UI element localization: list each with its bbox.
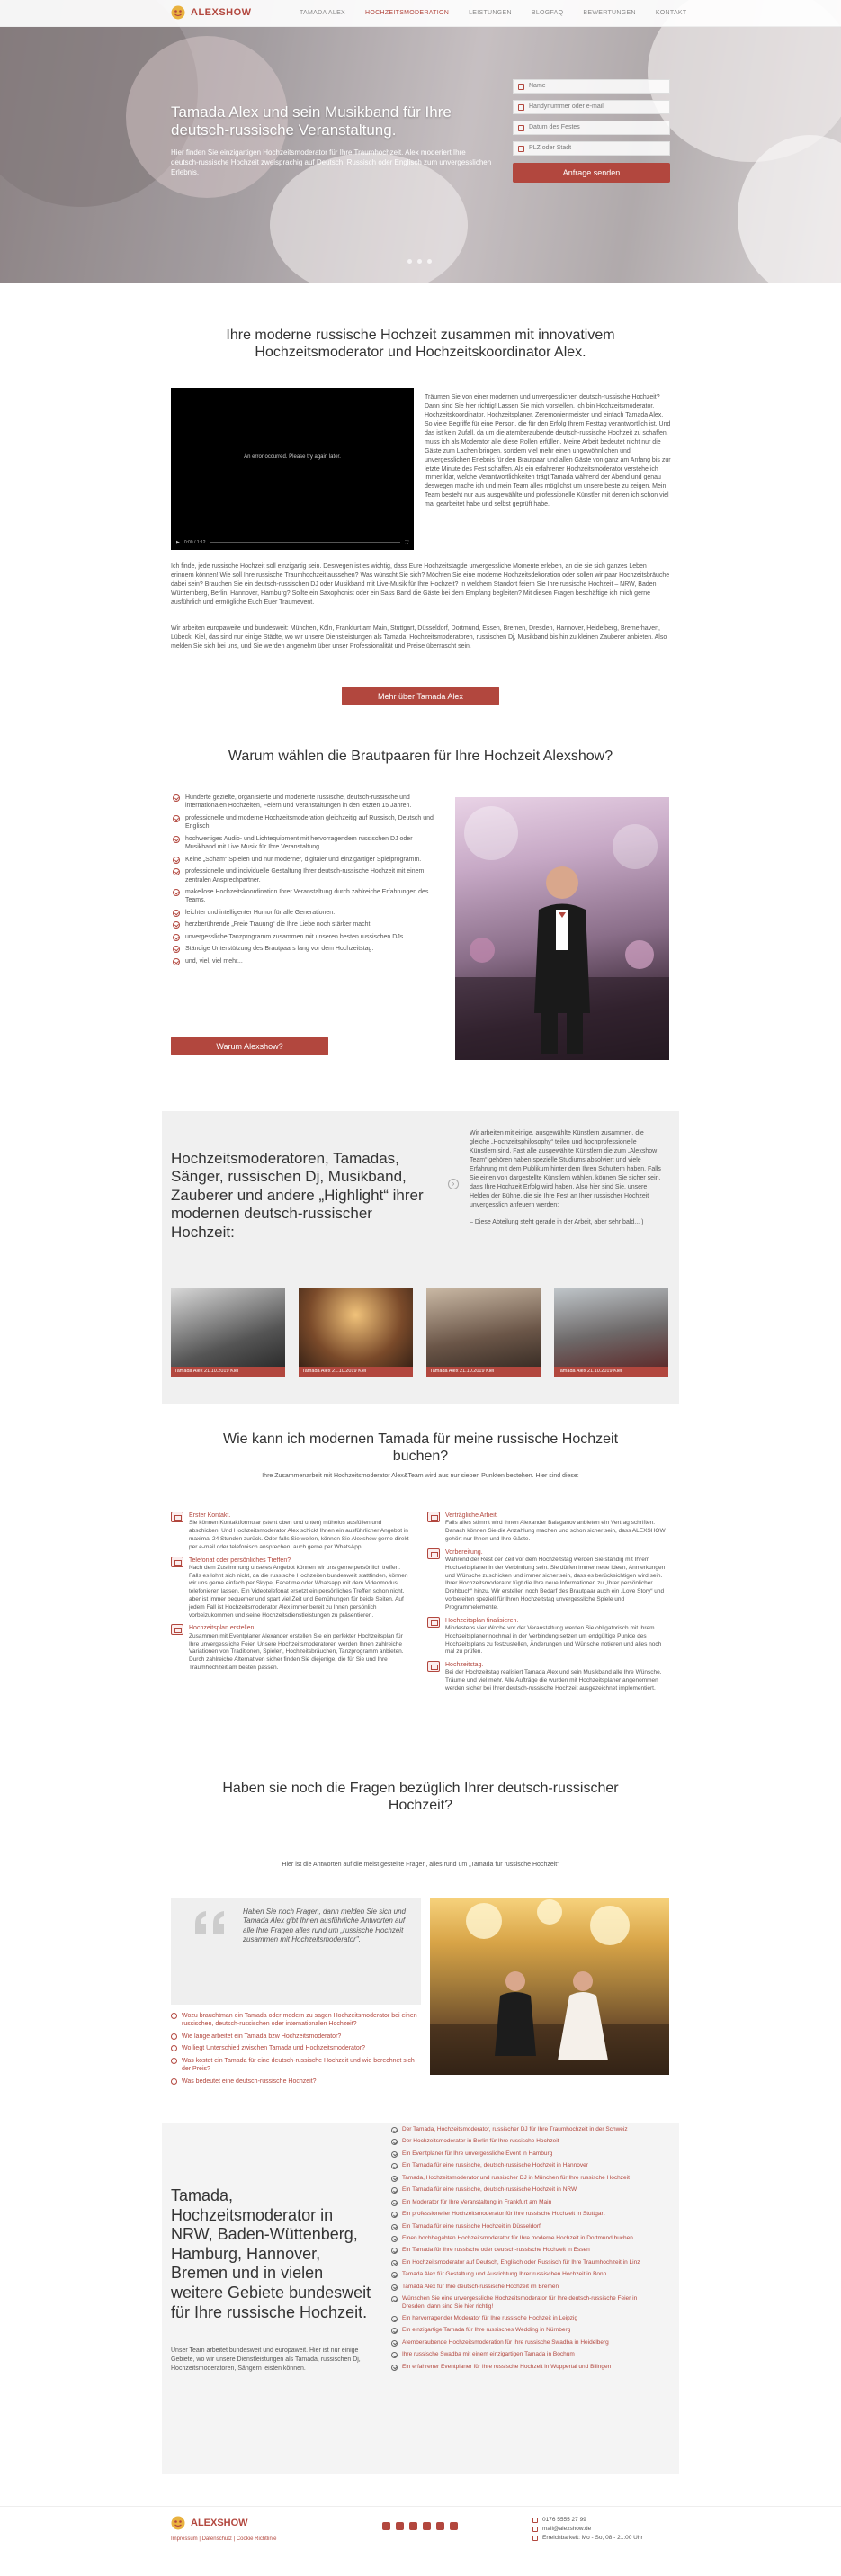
booking-steps: [171, 1512, 670, 1698]
footer-contact: [532, 2516, 643, 2543]
nav-item-bewertungen[interactable]: BEWERTUNGEN: [583, 10, 636, 16]
footer-logo[interactable]: [171, 2516, 248, 2530]
step-text: Nach dem Zustimmung unseres Angebot können wir uns gerne persönlich treffen. Falls es lohnt sich nicht, da die russische Hochzeiten bundesweit stattfinden, können wir uns gerne einfach per Skype, Facetime oder Whatsapp mit dem Videomodus telefonieren lassen. Ein Videotelefonat ersetzt ein persönliches Treffen schon nicht, aber ist immer bequemer und spart viel Zeit und Bemühungen für beide Seiten. Auf jedem Fall ist Hochzeitsmoderator Alex immer bereit zu Ihnen persönlich vorbeizukommen und seine Hochzeitsdienstleistungen zu präsentieren.: [189, 1564, 408, 1619]
city-list: [391, 2126, 661, 2375]
video-controls: [176, 539, 408, 546]
circle-icon: [171, 2078, 177, 2085]
step-title: Hochzeitstag.: [445, 1662, 484, 1669]
check-circle-icon: [391, 2260, 398, 2266]
google-plus-icon[interactable]: [450, 2522, 458, 2530]
why-title: Warum wählen die Brautpaaren für Ihre Hochzeit Alexshow?: [228, 749, 613, 764]
why-item: Ständige Unterstützung des Brautpaars lang vor dem Hochzeitstag.: [173, 945, 443, 953]
check-circle-icon: [391, 2212, 398, 2218]
check-circle-icon: [173, 794, 180, 802]
logo-text: ALEXSHOW: [191, 2517, 248, 2528]
check-circle-icon: [173, 910, 180, 917]
why-item: professionelle und individuelle Gestaltung Ihrer deutsch-russische Hochzeit mit einem zentralen Ansprechpartner.: [173, 867, 443, 884]
step-body: [445, 1661, 670, 1693]
circle-icon: [171, 2058, 177, 2064]
check-circle-icon: [173, 958, 180, 965]
video-progress[interactable]: [210, 542, 401, 543]
city-link[interactable]: Ein Tamada für eine russische, deutsch-russische Hochzeit in NRW: [391, 2186, 661, 2194]
footer: [0, 2506, 841, 2576]
carousel-dot[interactable]: [417, 259, 422, 264]
city-link[interactable]: Ein Tamada für Ihre russische oder deutsch-russische Hochzeit in Essen: [391, 2247, 661, 2254]
check-circle-icon: [391, 2163, 398, 2169]
booking-step: [171, 1557, 414, 1620]
phone-icon: [518, 104, 524, 111]
why-item: professionelle und moderne Hochzeitsmoderation gleichzeitig auf Russisch, Deutsch und Englisch.: [173, 814, 443, 831]
check-circle-icon: [391, 2328, 398, 2334]
faq-link[interactable]: Wo liegt Unterschied zwischen Tamada und Hochzeitsmoderator?: [171, 2044, 421, 2052]
city-link[interactable]: Ein professioneller Hochzeitsmoderator für Ihre russische Hochzeit in Stuttgart: [391, 2211, 661, 2218]
step-title: Erster Kontakt.: [189, 1512, 231, 1519]
check-circle-icon: [391, 2284, 398, 2291]
booking-step: [427, 1661, 670, 1693]
calendar-icon: [518, 125, 524, 131]
regions-section: [162, 2123, 679, 2474]
carousel-dot[interactable]: [407, 259, 412, 264]
logo[interactable]: [171, 5, 252, 20]
wedding-illustration: [430, 1898, 669, 2075]
step-text: Bei der Hochzeitstag realisiert Tamada Alex und sein Musikband alle Ihre Wünsche, Träume und viel mehr. Alle Aufträge die wurden mit Hochzeitsplaner angenommen werden sicher bei Ihrer deutsch-russische Hochzeit ausgezeichnet implementiert.: [445, 1669, 662, 1692]
step-title: Telefonat oder persönliches Treffen?: [189, 1557, 291, 1564]
check-circle-icon: [173, 946, 180, 953]
city-link[interactable]: Tamada, Hochzeitsmoderator und russischer DJ in München für Ihre russische Hochzeit: [391, 2175, 661, 2182]
intro-paragraph: Ich finde, jede russische Hochzeit soll einzigartig sein. Deswegen ist es wichtig, dass Eure Hochzeitstagde unvergessliche Momente erleben, an die sie sich ganzes Leben erinnern können! Wie soll Ihre russische Traumhochzeit aussehen? Was wünscht Sie sich? Möchten Sie eine moderne Hochzeitsdekoration oder sollen wir paar Hochzeitsbräuche dabei sein? Brauchen Sie ein deutsch-russischen DJ oder Musikband mit Live-Musik für Ihre Hochzeit? In welchem Standort feiern Sie Ihre russische Hochzeit – NRW, Baden Württemberg, Berlin, Hannover, Hamburg? Sollte ein Saxophonist oder ein Sass Band die Gäste bei dem Empfang begleiten? Mit diesen Fragen beschäftige ich mich gerne ausführlich und ermögliche Euch Euer Traumevent.: [171, 563, 670, 606]
howto-subtitle: Ihre Zusammenarbeit mit Hochzeitsmoderator Alex&Team wird aus nur sieben Punkten bestehen. Hier sind diese:: [262, 1473, 579, 1479]
step-icon: [171, 1624, 183, 1635]
carousel-dot[interactable]: [427, 259, 432, 264]
logo-icon: [171, 2516, 185, 2530]
wedding-photo: [430, 1898, 669, 2075]
team-title: Hochzeitsmoderatoren, Tamadas, Sänger, russischen Dj, Musikband, Zauberer und andere „Highlight“ ihrer modernen deutsch-russischer Hochzeit:: [171, 1150, 424, 1241]
step-title: Vorbereitung.: [445, 1548, 483, 1556]
booking-step: [427, 1512, 670, 1544]
user-icon: [518, 84, 524, 90]
logo-text: ALEXSHOW: [191, 6, 252, 18]
check-circle-icon: [391, 2151, 398, 2158]
city-link[interactable]: Atemberaubende Hochzeitsmoderation für Ihre russische Swadba in Heidelberg: [391, 2339, 661, 2347]
social-links: [382, 2522, 458, 2530]
step-text: Zusammen mit Eventplaner Alexander erstellen Sie ein perfekter Hochzeitsplan für Ihre unvergessliche Feier. Unsere Hochzeitsmoderatoren werden Ihnen zahlreiche Variationen von Traditionen, Spielen, Hochzeitsbräuchen, Tanzprogramm anbieten. Durch zahlreiche Alternativen sicher finden Sie diejenige, die für Sie und Ihre Traumhochzeit am besten passen.: [189, 1632, 404, 1671]
play-icon[interactable]: ▶: [176, 539, 180, 545]
vk-icon[interactable]: [409, 2522, 417, 2530]
city-link[interactable]: Der Hochzeitsmoderator in Berlin für Ihre russische Hochzeit: [391, 2138, 661, 2145]
howto-title: Wie kann ich modernen Tamada für meine russische Hochzeit buchen?: [222, 1432, 619, 1465]
city-link[interactable]: Tamada Alex für Gestaltung und Ausrichtung Ihrer russischen Hochzeit in Bonn: [391, 2271, 661, 2278]
faq-subtitle: Hier ist die Antworten auf die meist gestellte Fragen, alles rund um „Tamada für russische Hochzeit“: [282, 1862, 559, 1868]
nav-item-tamada-alex[interactable]: TAMADA ALEX: [300, 10, 346, 16]
nav-item-blogfaq[interactable]: BLOGFAQ: [531, 10, 564, 16]
why-item: unvergessliche Tanzprogramm zusammen mit unseren besten russischen DJs.: [173, 933, 443, 941]
logo-icon: [171, 5, 185, 20]
faq-links: [171, 2012, 421, 2086]
intro-side-text: Träumen Sie von einer modernen und unvergesslichen deutsch-russische Hochzeit? Dann sind Sie hier richtig! Lassen Sie mich vorstellen, ich bin Hochzeitsmoderator, Hochzeitskoordinator, Hochzeitsplaner, Zeremonienmeister und einfach Tamada Alex. So viele Begriffe für eine Person, die für den Erfolg Ihrem Festtag verantwortlich ist. Und das ist kein Zufall, da um die atemberaubende deutsch-russische Hochzeit zu schaffen, muss ich als Moderator alle diese Rollen erfüllen. Meine Arbeit bedeutet nicht nur die Gäste zum Lachen bringen, sondern viel mehr einen ungewöhnlichen und unvergesslichen Erlebnis für den Brautpaar und allen Gäste von ganz am Anfang bis zur letzte Minute des Fest schaffen. Als ein erfahrener Hochzeitsmoderator verstehe ich immer klar, welche Verantwortlichkeiten trägt Tamada während der Abend und genau deswegen mache ich und mein Team alles möglichst um unsere beste zu zeigen. Mein Team besteht nur aus ausgewählte und professionelle Künstler mit denen ich schon viel mal gearbeitet habe und selbst geprüft habe.: [425, 394, 671, 508]
step-icon: [171, 1512, 183, 1522]
why-alexshow-button[interactable]: Warum Alexshow?: [171, 1037, 328, 1055]
moderator-illustration: [455, 797, 669, 1060]
faq-link[interactable]: Wozu brauchtman ein Tamada oder modern zu sagen Hochzeitsmoderator bei einen russischen, deutsch-russischen oder internationalen Hochzeit?: [171, 2012, 421, 2029]
step-body: [445, 1512, 670, 1544]
date-field[interactable]: Datum des Festes: [513, 121, 670, 135]
city-link[interactable]: Ein Moderator für Ihre Veranstaltung in Frankfurt am Main: [391, 2199, 661, 2206]
check-circle-icon: [391, 2236, 398, 2242]
odnoklassniki-icon[interactable]: [436, 2522, 444, 2530]
city-link[interactable]: Ein Tamada für eine russische Hochzeit in Düsseldorf: [391, 2223, 661, 2230]
why-item: makellose Hochzeitskoordination Ihrer Veranstaltung durch zahlreiche Erfahrungen des Teams.: [173, 888, 443, 905]
why-item: Keine „Scham“ Spielen und nur moderner, digitaler und einzigartiger Spielprogramm.: [173, 856, 443, 864]
step-text: Sie können Kontaktformular (steht oben und unten) mühelos ausfüllen und abschicken. Und Hochzeitsmoderator Alex schickt Ihnen ein ausführlicher Angebot in maximal 24 Stunden zurück. Oder falls Sie wollen, können Sie Alexshow gerne direkt per e-mail oder telefonisch ansprechen, auch gerne per WhatsApp.: [189, 1520, 409, 1550]
more-about-alex-button[interactable]: Mehr über Tamada Alex: [342, 687, 499, 705]
step-text: Falls alles stimmt wird Ihnen Alexander Balaganov anbieten ein Vertrag schriften. Danach können Sie die Anzahlung machen und schon sicher sein, dass ALEXSHOW gehört nur Ihnen und Ihre Gäste.: [445, 1520, 666, 1542]
intro-paragraph: Wir arbeiten europaweite und bundesweit: München, Köln, Frankfurt am Main, Stuttgart, Düsseldorf, Dortmund, Essen, Bremen, Dresden, Hannover, Heidelberg, Bremerhaven, Lübeck, Kiel, das sind nur einige Städte, wo wir unsere Dienstleistungen als Tamada, Hochzeitsmoderatoren, russischen Dj, Musikband bis hin zu kleinen Zauberer anbieten. Also melden Sie sich bei uns, und Sie werden angenehm über unser Professionalität und Preise überrascht sein.: [171, 625, 667, 650]
step-title: Hochzeitsplan erstellen.: [189, 1625, 256, 1632]
instagram-icon[interactable]: [382, 2522, 390, 2530]
booking-step: [171, 1624, 414, 1672]
team-section: [162, 1111, 679, 1404]
step-text: Mindestens vier Woche vor der Veranstaltung werden Sie obligatorisch mit Ihrem Hochzeitsplaner nochmal in der Verbindung setzen um endgültige Punkte des Hochzeitsplans zu festzustellen, Änderungen und Wünsche notieren und alles noch mal zu prüfen.: [445, 1624, 662, 1656]
carousel-dots: [407, 259, 432, 264]
nav-item-leistungen[interactable]: LEISTUNGEN: [469, 10, 512, 16]
nav-item-kontakt[interactable]: KONTAKT: [655, 10, 687, 16]
gallery-photo[interactable]: Tamada Alex 21.10.2019 Kiel: [299, 1288, 413, 1377]
location-icon: [518, 146, 524, 152]
hero-overlay: [0, 0, 841, 283]
footer-legal-links[interactable]: Impressum | Datenschutz | Cookie Richtlinie: [171, 2536, 277, 2542]
city-link[interactable]: Ein erfahrener Eventplaner für Ihre russische Hochzeit in Wuppertal und Bilingen: [391, 2364, 661, 2371]
step-icon: [171, 1557, 183, 1567]
video-time: 0:00 / 1:12: [183, 539, 206, 545]
step-body: [445, 1548, 670, 1612]
faq-title: Haben sie noch die Fragen bezüglich Ihrer deutsch-russischer Hochzeit?: [222, 1781, 619, 1814]
check-circle-icon: [391, 2187, 398, 2194]
check-circle-icon: [173, 857, 180, 864]
why-item: hochwertiges Audio- und Lichtequipment mit hervorragendem russischen DJ oder Musikband mit Live Musik für Ihre Veranstaltung.: [173, 835, 443, 852]
step-body: [189, 1512, 414, 1552]
step-body: [189, 1557, 414, 1620]
check-circle-icon: [391, 2296, 398, 2302]
why-item: leichter und intelligenter Humor für alle Generationen.: [173, 909, 443, 917]
facebook-icon[interactable]: [396, 2522, 404, 2530]
team-text: Wir arbeiten mit einige, ausgewählte Künstlern zusammen, die gleiche „Hochzeitsphilosophy“ teilen und hochprofessionelle Künstlern sind. Fast alle ausgewählte Künstlern die zum „Alexshow Team“ gehören haben spezielle Studiums absolviert und viele Erfahrung mit dem Publikum hinter dem Ihren Schultern haben. Falls Sie einen von dargestellte Künstlern wählen, können Sie sicher sein, dass Ihre Hochzeit Erfolg wird haben. Also hier sind Sie, unsere Helden der Bühne, die sie Ihre Fest an Ihrer russischer Hochzeit unvergesslich anfeuern werden: – Diese Abteilung steht gerade in der Arbeit, aber sehr bald... ): [470, 1130, 661, 1226]
phone-icon: [532, 2518, 538, 2523]
circle-icon: [171, 2013, 177, 2019]
inquiry-form: [513, 79, 670, 183]
city-link[interactable]: Tamada Alex für Ihre deutsch-russische Hochzeit im Bremen: [391, 2284, 661, 2291]
hero-title: Tamada Alex und sein Musikband für Ihre deutsch-russische Veranstaltung.: [171, 103, 452, 139]
check-circle-icon: [391, 2340, 398, 2347]
city-link[interactable]: Ein Tamada für eine russische, deutsch-russische Hochzeit in Hannover: [391, 2162, 661, 2169]
moderator-photo: [455, 797, 669, 1060]
city-link[interactable]: Ein Hochzeitsmoderator auf Deutsch, Englisch oder Russisch für Ihre Traumhochzeit in Linz: [391, 2259, 661, 2266]
why-list: [173, 794, 443, 969]
chevron-right-icon: ›: [448, 1179, 459, 1189]
check-circle-icon: [391, 2127, 398, 2133]
contact-field[interactable]: Handynummer oder e-mail: [513, 100, 670, 114]
check-circle-icon: [391, 2139, 398, 2145]
check-circle-icon: [391, 2176, 398, 2182]
mail-icon: [532, 2527, 538, 2532]
video-player[interactable]: [171, 388, 414, 550]
check-circle-icon: [391, 2200, 398, 2206]
quote-icon: [193, 1909, 229, 1936]
faq-link[interactable]: Was bedeutet eine deutsch-russische Hochzeit?: [171, 2078, 421, 2086]
fullscreen-icon[interactable]: ⛶: [405, 539, 408, 545]
video-error-message: An error occurred. Please try again later.: [244, 454, 341, 460]
send-inquiry-button[interactable]: Anfrage senden: [513, 163, 670, 183]
why-item: herzberührende „Freie Trauung“ die Ihre Liebe noch stärker macht.: [173, 920, 443, 929]
step-title: Hochzeitsplan finalisieren.: [445, 1617, 519, 1624]
check-circle-icon: [173, 934, 180, 941]
location-field[interactable]: PLZ oder Stadt: [513, 141, 670, 156]
name-field[interactable]: Name: [513, 79, 670, 94]
circle-icon: [171, 2033, 177, 2040]
step-title: Verträgliche Arbeit.: [445, 1512, 498, 1519]
gallery-photo[interactable]: Tamada Alex 21.10.2019 Kiel: [171, 1288, 285, 1377]
gallery-photo[interactable]: Tamada Alex 21.10.2019 Kiel: [554, 1288, 668, 1377]
hero-banner: [0, 0, 841, 283]
booking-step: [427, 1617, 670, 1657]
step-body: [189, 1624, 414, 1672]
top-navigation: [0, 0, 841, 27]
city-link[interactable]: Der Tamada, Hochzeitsmoderator, russischer DJ für Ihre Traumhochzeit in der Schweiz: [391, 2126, 661, 2133]
city-link[interactable]: Wünschen Sie eine unvergessliche Hochzeitsmoderator für Ihre deutsch-russische Feier in Dresden, dann sind Sie hier richtig!: [391, 2295, 661, 2311]
steps-column: [171, 1512, 414, 1698]
step-icon: [427, 1661, 440, 1672]
contact-email[interactable]: mail@alexshow.de: [532, 2525, 643, 2534]
clock-icon: [532, 2536, 538, 2541]
youtube-icon[interactable]: [423, 2522, 431, 2530]
city-link[interactable]: Ein Eventplaner für Ihre unvergessliche Event in Hamburg: [391, 2150, 661, 2158]
why-item: und, viel, viel mehr...: [173, 957, 443, 965]
gallery-photo[interactable]: Tamada Alex 21.10.2019 Kiel: [426, 1288, 541, 1377]
step-body: [445, 1617, 670, 1657]
intro-title: Ihre moderne russische Hochzeit zusammen mit innovativem Hochzeitsmoderator und Hochzeitskoordinator Alex.: [226, 328, 615, 361]
step-icon: [427, 1548, 440, 1559]
check-circle-icon: [391, 2248, 398, 2254]
check-circle-icon: [391, 2316, 398, 2322]
faq-link[interactable]: Was kostet ein Tamada für eine deutsch-russische Hochzeit und wie berechnet sich der Preis?: [171, 2057, 421, 2074]
check-circle-icon: [391, 2224, 398, 2230]
nav-item-hochzeitsmoderation[interactable]: HOCHZEITSMODERATION: [365, 10, 450, 16]
check-circle-icon: [173, 836, 180, 843]
step-text: Während der Rest der Zeit vor dem Hochzeitstag werden Sie ständig mit Ihrem Hochzeitsplaner in der Verbindung sein. Sie dürfen immer neue Ideen, Anmerkungen und Wünsche zuschicken und immer sicher sein, dass es berücksichtigen wird sein. Ihrer Hochzeitsmoderator fügt die Ihre neue Informationen zu „Ihrer persönlicher Drehbuch“ hinzu. Wir erstellen noch Bedarf des Brautpaar auch ein „Love Story“ und vorbereiten speziell für Ihren Hochzeitstag unvergessliche Spiele und Programmelemente.: [445, 1557, 666, 1611]
contact-phone[interactable]: 0176 5555 27 99: [532, 2516, 643, 2525]
contact-hours: Erreichbarkeit: Mo - So, 08 - 21:00 Uhr: [532, 2534, 643, 2543]
faq-quote-text: Haben Sie noch Fragen, dann melden Sie sich und Tamada Alex gibt Ihnen ausführliche Antworten auf alle Ihre Fragen alles rund um „russische Hochzeit zusammen mit Hochzeitsmoderator".: [243, 1907, 407, 1944]
check-circle-icon: [173, 889, 180, 896]
check-circle-icon: [173, 868, 180, 875]
nav-menu: [300, 9, 706, 17]
booking-step: [427, 1548, 670, 1612]
check-circle-icon: [391, 2352, 398, 2358]
check-circle-icon: [391, 2272, 398, 2278]
team-gallery: [171, 1288, 668, 1377]
faq-block: [171, 1898, 421, 2089]
why-item: Hunderte gezielte, organisierte und moderierte russische, deutsch-russische und internationalen Hochzeiten, Feiern und Veranstaltungen in den letzten 15 Jahren.: [173, 794, 443, 811]
regions-text: Unser Team arbeitet bundesweit und europaweit. Hier ist nur einige Gebiete, wo wir unsere Dienstleistungen als Tamada, russischen Dj, Hochzeitsmoderatoren, Sängern leisten können.: [171, 2347, 361, 2372]
check-circle-icon: [391, 2365, 398, 2371]
regions-title: Tamada, Hochzeitsmoderator in NRW, Baden-Wüttenberg, Hamburg, Hannover, Bremen und in vielen weitere Gebiete bundesweit für Ihre russische Hochzeit.: [171, 2186, 371, 2321]
circle-icon: [171, 2045, 177, 2051]
hero-subtitle: Hier finden Sie einzigartigen Hochzeitsmoderator für Ihre Traumhochzeit. Alex moderiert Ihre deutsch-russische Hochzeit zweisprachig auf Deutsch, Russisch oder Englisch zum unvergesslichen Erlebnis.: [171, 148, 492, 176]
check-circle-icon: [173, 921, 180, 929]
check-circle-icon: [173, 815, 180, 822]
steps-column: [427, 1512, 670, 1698]
step-icon: [427, 1617, 440, 1628]
step-icon: [427, 1512, 440, 1522]
city-link[interactable]: Ein einzigartige Tamada für Ihre russisches Wedding in Nürnberg: [391, 2327, 661, 2334]
city-link[interactable]: Einen hochbegabten Hochzeitsmoderator für Ihre moderne Hochzeit in Dortmund buchen: [391, 2235, 661, 2242]
city-link[interactable]: Ein hervorragender Moderator für Ihre russische Hochzeit in Leipzig: [391, 2315, 661, 2322]
faq-quote-box: [171, 1898, 421, 2005]
booking-step: [171, 1512, 414, 1552]
faq-link[interactable]: Wie lange arbeitet ein Tamada bzw Hochzeitsmoderator?: [171, 2033, 421, 2041]
city-link[interactable]: Ihre russische Swadba mit einem einzigartigen Tamada in Bochum: [391, 2351, 661, 2358]
